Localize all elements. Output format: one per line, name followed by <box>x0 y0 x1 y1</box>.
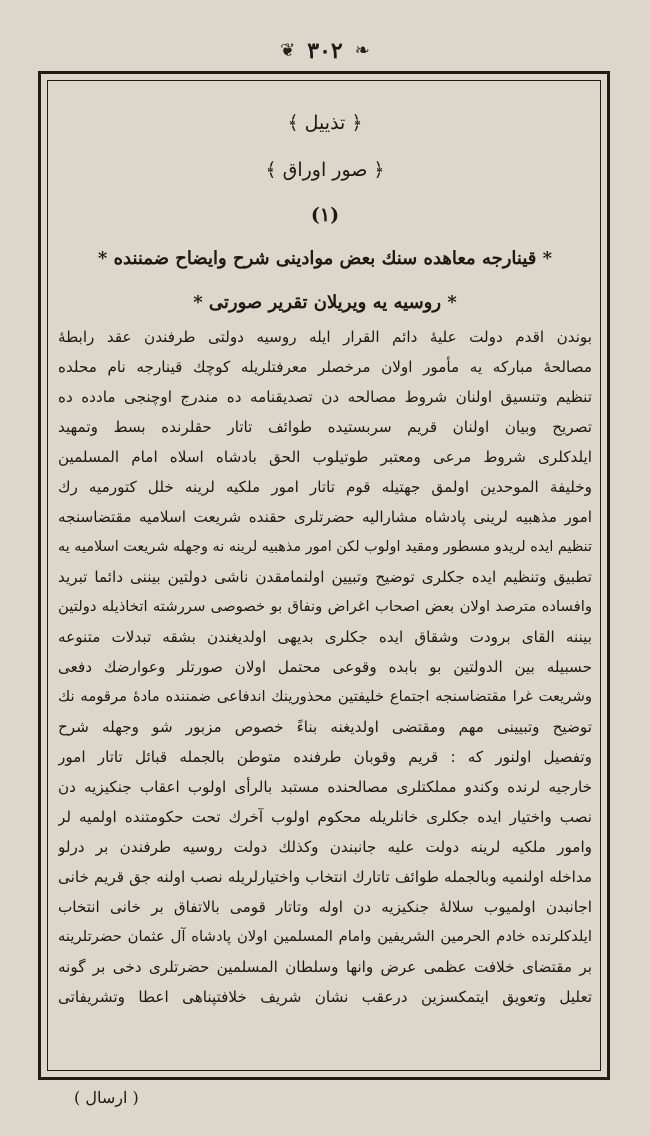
body-line: نصب واختيار ايده جكلرى خانلريله محكوم اولوب آخرك تحت حكومتنده اولميه لر <box>58 808 592 826</box>
body-line: خارجيه لرنده وكندو مملكتلرى مصالحنده مستبد بالرأى اولوب اعقاب جنكيزيه دن <box>58 778 592 796</box>
body-line: تصريح وبيان اولنان قريم سربستيده طوائف تاتار حقلرنده بسط وتمهيد <box>58 418 592 436</box>
page-number: ۳۰۲ <box>307 38 343 64</box>
document-number: (۱) <box>310 203 340 226</box>
body-line: امور مذهبيه لرينى پادشاه مشاراليه حضرتلرى حقنده شريعت اسلاميه مقتضاسنجه <box>58 508 592 526</box>
body-line: تنظيم ايده لريدو مسطور ومقيد اولوب لكن امور مذهبيه لرينه نه وجهله شريعت اسلاميه يه <box>58 539 592 555</box>
ornament-left-icon: ❦ <box>280 40 296 61</box>
body-line: حسبيله بين الدولتين بو بابده وقوعى محتمل اولان صورتلر وعوارضك دفعى <box>58 658 592 676</box>
body-line: اجانبدن اولميوب سلالهٔ جنكيزيه دن اوله وتاتار قومى بالاتفاق بر خانى انتخاب <box>58 898 592 916</box>
body-line: توضيح وتبيينى مهم ومقتضى اولديغنه بناءً خصوص مزبور شو وجهله شرح <box>58 718 592 736</box>
body-line: تنظيم وتنسيق اولنان شروط مصالحه دن تصديقنامه ده مندرج اوچنجى مادده ده <box>58 388 592 406</box>
page-number-header <box>0 38 650 64</box>
body-line: وشريعت غرا مقتضاسنجه اجتماع خليفتين محذورينك اندفاعى ضمننده مادهٔ مرقومه نك <box>58 688 592 705</box>
body-line: ايلدكلرى شروط مرعى ومعتبر طوتيلوب الحق بادشاه اسلاه امام المسلمين <box>58 448 592 466</box>
section-title: ﴿ تذييل ﴾ <box>287 112 363 134</box>
body-line: تطبيق وتنظيم ايده جكلرى توضيح وتبيين اولنمامقدن ناشى دولتين بيننى دائما تبريد <box>58 568 592 586</box>
body-line: وافساده مترصد اولان بعض اصحاب اغراض ونفاق بو خصوصى سررشته اتخاذيله دولتين <box>58 598 592 615</box>
headings-block <box>50 100 600 314</box>
body-line: تعليل وتعويق ايتمكسزين درعقب نشان شريف خلافتپناهى اعطا وتشريفاتى <box>58 988 592 1006</box>
body-line: ايلدكلرنده خادم الحرمين الشريفين وامام المسلمين اولان پادشاه آل عثمان حضرتلرينه <box>58 928 592 945</box>
body-line: بيننه القاى برودت وشقاق ايده جكلرى بديهى اولديغندن بشقه تبدلات متنوعه <box>58 628 592 646</box>
body-line: وتفصيل اولنور كه : قريم وقوبان طرفنده متوطن بالجمله قبائل تاتار امور <box>58 748 592 766</box>
body-line: وخليفة الموحدين اولمق جهتيله قوم تاتار امور ملكيه لرينه خلل كتورميه رك <box>58 478 592 496</box>
body-text <box>58 322 592 1012</box>
document-heading-line-1: * قينارجه معاهده سنك بعض موادينى شرح وايضاح ضمننده * <box>97 248 553 270</box>
document-heading-line-2: * روسيه يه ويريلان تقرير صورتى * <box>193 291 457 313</box>
section-subtitle: ﴿ صور اوراق ﴾ <box>265 158 385 181</box>
body-line: بر مقتضاى خلافت عظمى عرض وانها وسلطان المسلمين حضرتلرى دخى بر گونه <box>58 958 592 976</box>
catchword: ( ارسال ) <box>74 1088 139 1107</box>
body-line: وامور ملكيه لرينه دولت عليه جانبندن وكذلك دولت روسيه طرفندن بر درلو <box>58 838 592 856</box>
body-line: بوندن اقدم دولت عليهٔ دائم القرار ايله روسيه دولتى طرفندن عقد رابطهٔ <box>58 328 592 346</box>
body-line: مداخله اولنميه وبالجمله طوائف تاتارك انتخاب واختيارلريله نصب اولنه جق قريم خانى <box>58 868 592 886</box>
ornament-right-icon: ❧ <box>354 40 370 61</box>
body-line: مصالحهٔ مباركه يه مأمور اولان مرخصلر معرفتلريله كوچك قينارجه نام محلده <box>58 358 592 376</box>
